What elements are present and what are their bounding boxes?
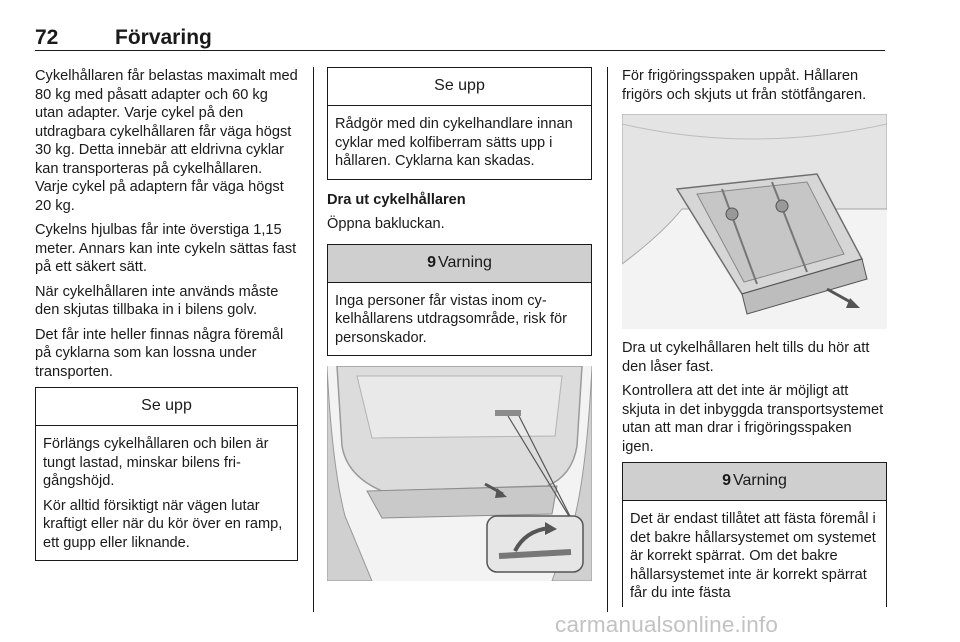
warning-header (328, 245, 591, 283)
warning-title: Varning (437, 253, 492, 271)
column-divider (313, 67, 314, 612)
page-header (35, 26, 885, 51)
caution-body (328, 106, 591, 179)
caution-text: Förlängs cykelhållaren och bilen är tungt lastad, minskar bilens frigångshöjd. (43, 436, 269, 489)
warning-header (623, 463, 886, 501)
warning-title: Varning (732, 472, 787, 490)
body-paragraph: Cykelns hjulbas får inte överstiga 1,15 meter. Annars kan inte cykeln sättas fast på ett säkert sätt. (35, 222, 297, 275)
caution-box (327, 67, 592, 180)
page-title: Förvaring (115, 26, 212, 49)
caution-text: Kör alltid försiktigt när vägen lutar kraftigt eller när du kör över en ramp, ett gupp eller liknande. (43, 497, 283, 551)
body-paragraph: När cykelhållaren inte används måste den skjutas tillbaka in i bilens golv. (35, 283, 279, 318)
warning-icon: 9 (722, 472, 731, 490)
body-paragraph: Cykelhållaren får belastas maximalt med 80 kg med påsatt adapter och 60 kg utan adapter. Varje cykel på den utdragbara cykelhållaren får väga högst 30 kg. Detta innebär att eldrivna cyklar kan transporteras på cykelhållaren. Varje cykel på adaptern får väga högst 20 kg. (35, 68, 298, 214)
caution-title: Se upp (328, 68, 591, 106)
body-paragraph: För frigöringsspaken uppåt. Hållaren frigörs och skjuts ut från stötfångaren. (622, 68, 867, 103)
body-paragraph: Det får inte heller finnas några föremål på cyklarna som kan lossna under transporten. (35, 326, 284, 380)
warning-icon: 9 (427, 253, 436, 271)
watermark: carmanualsonline.info (555, 612, 779, 637)
warning-box (622, 462, 887, 607)
caution-text: Rådgör med din cykelhandlare innan cyklar med kolfiberram sätts upp i hållaren. Cyklarna kan skadas. (335, 116, 573, 169)
instruction-text: Öppna bakluckan. (327, 216, 445, 232)
warning-body (623, 501, 886, 607)
column-3 (622, 67, 887, 607)
bike-carrier-extension-illustration (622, 114, 887, 329)
warning-box (327, 244, 592, 357)
page-number: 72 (35, 26, 59, 49)
column-2 (327, 67, 592, 581)
trunk-release-lever-illustration (327, 366, 592, 581)
body-paragraph: Dra ut cykelhållaren helt tills du hör att den låser fast. (622, 340, 870, 375)
warning-text: Inga personer får vistas inom cykelhållarens utdragsområde, risk för personskador. (335, 292, 567, 346)
column-divider (607, 67, 608, 612)
column-1 (35, 67, 298, 561)
caution-body (36, 426, 297, 560)
body-paragraph: Kontrollera att det inte är möjligt att skjuta in det inbyggda transportsystemet utan att man drar i frigöringsspaken igen. (622, 383, 884, 455)
warning-text: Det är endast tillåtet att fästa föremål i det bakre hållarsystemet om systemet är korrekt spärrat. Om det bakre hållarsystemet inte är korrekt spärrat får du inte fästa (630, 511, 876, 601)
section-heading: Dra ut cykelhållaren (327, 191, 466, 208)
caution-title: Se upp (36, 388, 297, 426)
caution-box (35, 387, 298, 561)
warning-body (328, 283, 591, 356)
